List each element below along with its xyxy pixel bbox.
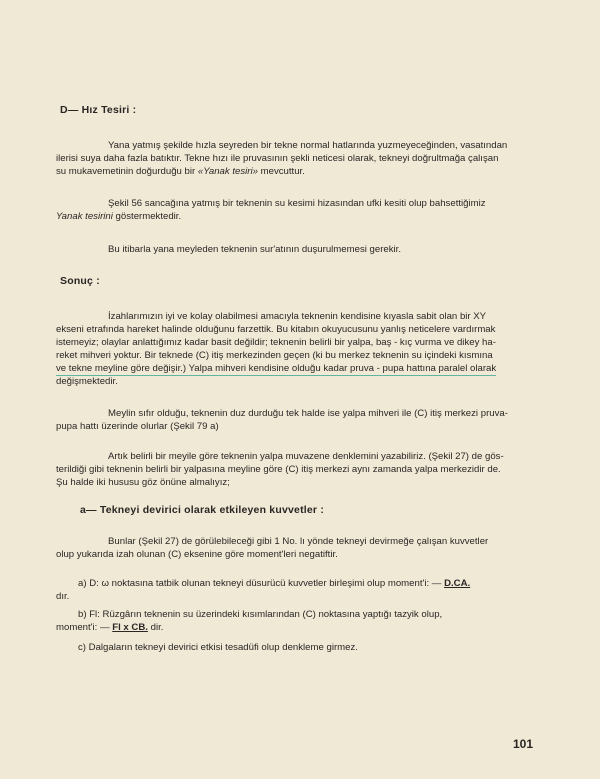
paragraph-6-line-3: Şu halde iki hususu göz önüne almalıyız; xyxy=(56,477,230,488)
paragraph-6-line-2: terildiği gibi teknenin belirli bir yalpasına meyline göre (C) itiş merkezi aynı zamanda yalpa merkezidir de. xyxy=(56,464,501,475)
item-b-line-1: b) Fl: Rüzgârın teknenin su üzerindeki kısımlarından (C) noktasına yaptığı tazyik olup, xyxy=(78,609,443,620)
heading-devirici-kuvvetler: a— Tekneyi devirici olarak etkileyen kuvvetler : xyxy=(80,504,325,516)
paragraph-6-line-1: Artık belirli bir meyile göre teknenin yalpa muvazene denklemini yazabiliriz. (Şekil 27) de gös- xyxy=(108,451,504,462)
moment-fl-x-cb: Fl x CB. xyxy=(112,622,148,633)
paragraph-4-line-3: istemeyiz; olaylar anlattığımız kadar basit değildir; teknenin belirli bir yalpa, baş - kıç vurma ve dikey ha- xyxy=(56,337,496,348)
paragraph-4-line-5: ve tekne meyline göre değişir.) Yalpa mihveri kendisine olduğu kadar pruva - pupa hattına paralel olarak xyxy=(56,362,496,376)
item-a-line-2: dır. xyxy=(56,591,70,602)
paragraph-7-line-2: olup yukarıda izah olunan (C) eksenine göre moment'leri negatiftir. xyxy=(56,549,338,560)
yanak-tesiri-term: «Yanak tesiri» xyxy=(197,166,258,177)
paragraph-1-line-3: su mukavemetinin doğurduğu bir «Yanak tesiri» mevcuttur. xyxy=(56,166,305,177)
paragraph-4-line-4: reket mihveri yoktur. Bir teknede (C) itiş merkezinden geçen (ki bu merkez teknenin su içindeki kısmına xyxy=(56,350,493,361)
paragraph-2-line-1: Şekil 56 sancağına yatmış bir teknenin su kesimi hizasından ufki kesiti olup bahsettiğimiz xyxy=(108,198,486,209)
paragraph-4-line-6: değişmektedir. xyxy=(56,376,118,387)
item-c: c) Dalgaların tekneyi devirici etkisi tesadüfi olup denkleme girmez. xyxy=(78,642,358,653)
paragraph-3: Bu itibarla yana meyleden teknenin sur'atının duşurulmemesi gerekir. xyxy=(108,244,401,255)
paragraph-5-line-2: pupa hattı üzerinde olurlar (Şekil 79 a) xyxy=(56,421,219,432)
paragraph-1-line-2: ilerisi suya daha fazla batıktır. Tekne hızı ile pruvasının şekli neticesi olarak, tekneyi doğrultmağa çalışan xyxy=(56,153,499,164)
moment-d-ca: D.CA. xyxy=(444,578,471,589)
paragraph-1-line-1: Yana yatmış şekilde hızla seyreden bir tekne normal hatlarında yuzmeyeceğinden, vasatından xyxy=(108,140,508,151)
item-b-line-2: moment'i: — Fl x CB. dir. xyxy=(56,622,164,633)
paragraph-4-line-2: ekseni etrafında hareket halinde olduğunu farzettik. Bu kitabın okuyucusunu yanlış neticelere vardırmak xyxy=(56,324,496,335)
page-number: 101 xyxy=(513,737,534,751)
paragraph-5-line-1: Meylin sıfır olduğu, teknenin duz durduğu tek halde ise yalpa mihveri ile (C) itiş merkezi pruva- xyxy=(108,408,508,419)
item-a-line-1: a) D: ω noktasına tatbik olunan tekneyi düsurücü kuvvetler birleşimi olup moment'i: — D.CA. xyxy=(78,578,471,589)
heading-hiz-tesiri: D— Hız Tesiri : xyxy=(60,104,137,116)
paragraph-2-line-2: Yanak tesirini göstermektedir. xyxy=(56,211,182,222)
paragraph-7-line-1: Bunlar (Şekil 27) de görülebileceği gibi 1 No. lı yönde tekneyi devirmeğe çalışan kuvvetler xyxy=(108,536,489,547)
yanak-tesirini-term: Yanak tesirini xyxy=(56,211,113,222)
heading-sonuc: Sonuç : xyxy=(60,275,100,287)
paragraph-4-line-1: İzahlarımızın iyi ve kolay olabilmesi amacıyla teknenin kendisine kıyasla sabit olan bir XY xyxy=(108,311,487,322)
